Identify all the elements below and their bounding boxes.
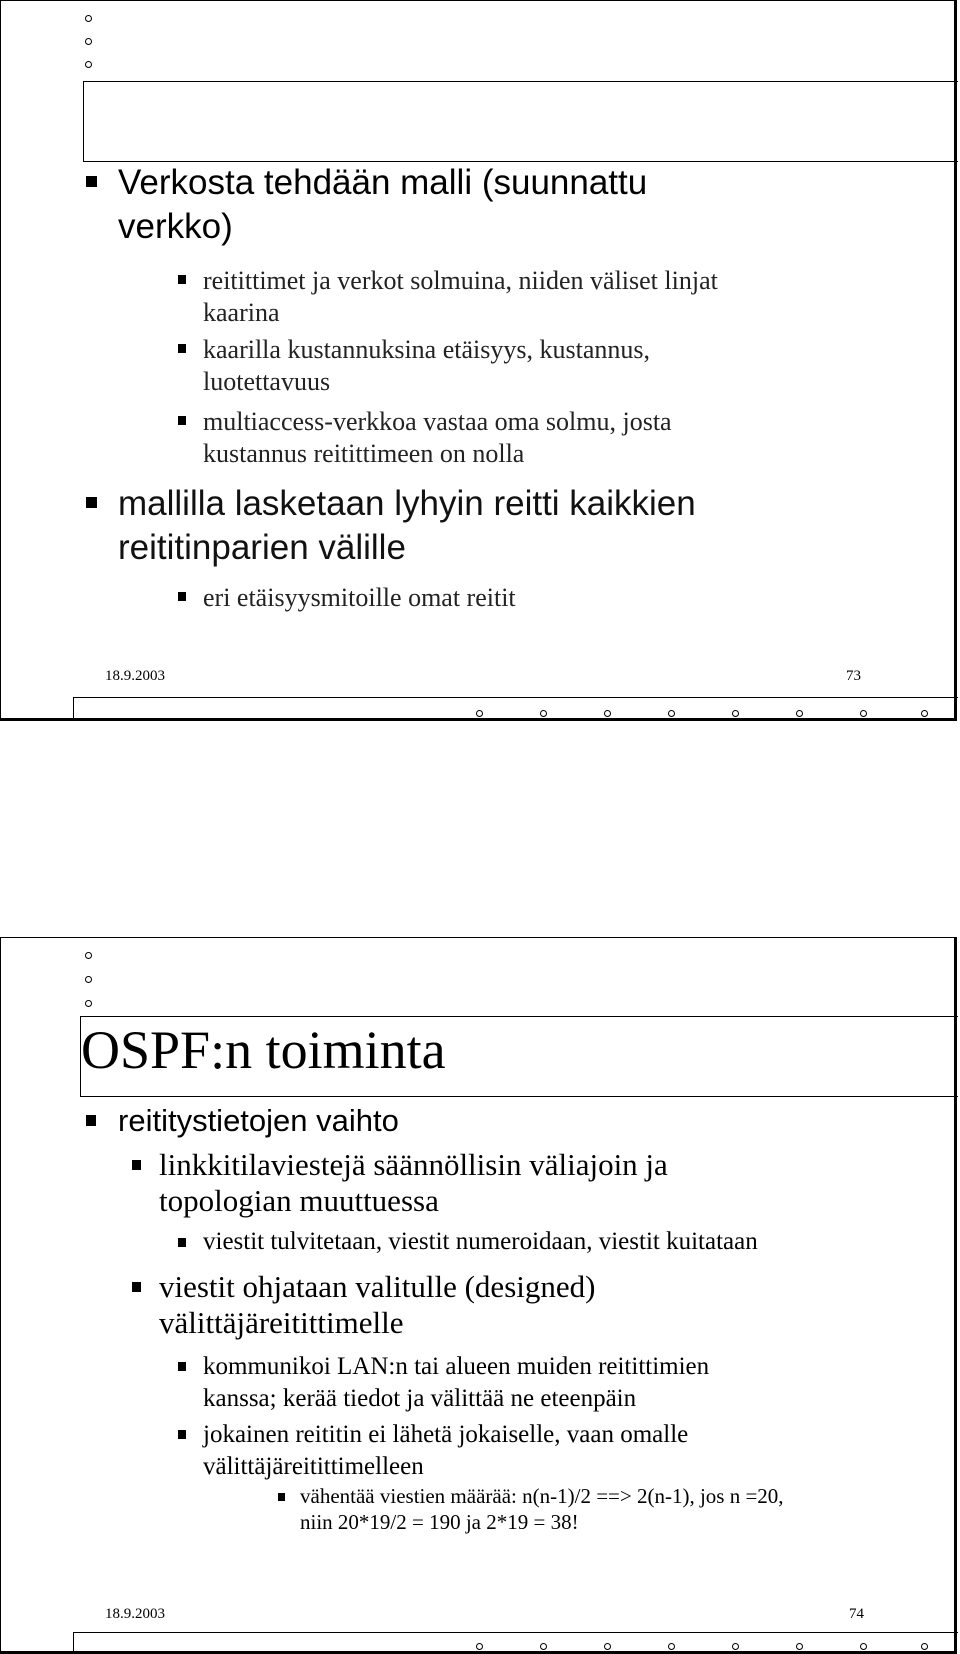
bullet-text: välittäjäreitittimelle xyxy=(159,1305,404,1340)
bullet-text: kaarilla kustannuksina etäisyys, kustannus, xyxy=(203,335,650,364)
bullet-icon xyxy=(178,344,186,353)
decor-circle xyxy=(540,710,547,717)
bullet-text: topologian muuttuessa xyxy=(159,1183,439,1218)
decor-circle xyxy=(476,1643,483,1650)
bullet-text: niin 20*19/2 = 190 ja 2*19 = 38! xyxy=(300,1510,579,1534)
bullet-text: välittäjäreitittimelleen xyxy=(203,1453,424,1480)
footer-date: 18.9.2003 xyxy=(105,668,165,684)
bullet-text: luotettavuus xyxy=(203,367,331,396)
decor-circle xyxy=(732,1643,739,1650)
decor-line xyxy=(83,81,84,161)
bullet-text: reititystietojen vaihto xyxy=(118,1103,399,1138)
decor-circle xyxy=(85,1000,92,1007)
decor-circle xyxy=(604,710,611,717)
bullet-icon xyxy=(178,1430,186,1439)
bullet-text: vähentää viestien määrää: n(n-1)/2 ==> 2(n-1), jos n =20, xyxy=(300,1484,784,1508)
footer-date: 18.9.2003 xyxy=(105,1606,165,1622)
slide-title: OSPF:n toiminta xyxy=(81,1020,446,1080)
bullet-icon xyxy=(178,592,186,601)
decor-circle xyxy=(85,976,92,983)
bullet-text: reitittimet ja verkot solmuina, niiden väliset linjat xyxy=(203,266,718,295)
bullet-text: kaarina xyxy=(203,298,280,327)
bullet-text: viestit tulvitetaan, viestit numeroidaan, viestit kuitataan xyxy=(203,1228,758,1255)
decor-circle xyxy=(85,15,92,22)
decor-line xyxy=(73,697,74,719)
decor-circle xyxy=(476,710,483,717)
bullet-text: Verkosta tehdään malli (suunnattu xyxy=(118,163,648,202)
decor-circle xyxy=(540,1643,547,1650)
bullet-text: jokainen reititin ei lähetä jokaiselle, vaan omalle xyxy=(203,1421,689,1448)
page-number: 74 xyxy=(849,1606,864,1622)
decor-line xyxy=(83,81,958,82)
decor-circle xyxy=(921,710,928,717)
bullet-icon xyxy=(86,1115,96,1126)
decor-line xyxy=(80,1016,958,1017)
decor-circle xyxy=(860,710,867,717)
bullet-icon xyxy=(178,1362,186,1371)
decor-circle xyxy=(85,61,92,68)
bullet-icon xyxy=(178,1238,186,1247)
bullet-icon xyxy=(278,1493,285,1501)
decor-circle xyxy=(85,38,92,45)
decor-line xyxy=(73,1632,74,1652)
decor-circle xyxy=(796,1643,803,1650)
slide-73 xyxy=(0,0,957,721)
decor-circle xyxy=(921,1643,928,1650)
bullet-text: eri etäisyysmitoille omat reitit xyxy=(203,583,516,612)
bullet-icon xyxy=(178,275,186,284)
bullet-icon xyxy=(132,1282,141,1292)
bullet-text: viestit ohjataan valitulle (designed) xyxy=(159,1269,596,1304)
bullet-icon xyxy=(178,416,186,425)
decor-line xyxy=(80,1096,958,1097)
decor-line xyxy=(73,1632,958,1633)
bullet-text: verkko) xyxy=(118,207,233,246)
bullet-icon xyxy=(132,1160,141,1170)
bullet-text: kommunikoi LAN:n tai alueen muiden reitittimien xyxy=(203,1353,710,1380)
bullet-icon xyxy=(86,176,97,187)
decor-circle xyxy=(668,1643,675,1650)
decor-circle xyxy=(604,1643,611,1650)
bullet-text: reititinparien välille xyxy=(118,528,406,567)
decor-circle xyxy=(668,710,675,717)
bullet-text: multiaccess-verkkoa vastaa oma solmu, josta xyxy=(203,407,672,436)
decor-circle xyxy=(732,710,739,717)
bullet-text: linkkitilaviestejä säännöllisin väliajoin ja xyxy=(159,1147,668,1182)
bullet-text: kustannus reitittimeen on nolla xyxy=(203,439,525,468)
decor-circle xyxy=(85,952,92,959)
decor-circle xyxy=(860,1643,867,1650)
decor-circle xyxy=(796,710,803,717)
slide-74 xyxy=(0,937,957,1654)
bullet-text: mallilla lasketaan lyhyin reitti kaikkien xyxy=(118,484,696,523)
bullet-text: kanssa; kerää tiedot ja välittää ne eteenpäin xyxy=(203,1385,637,1412)
page-number: 73 xyxy=(846,668,861,684)
decor-line xyxy=(73,697,958,698)
bullet-icon xyxy=(86,497,97,508)
